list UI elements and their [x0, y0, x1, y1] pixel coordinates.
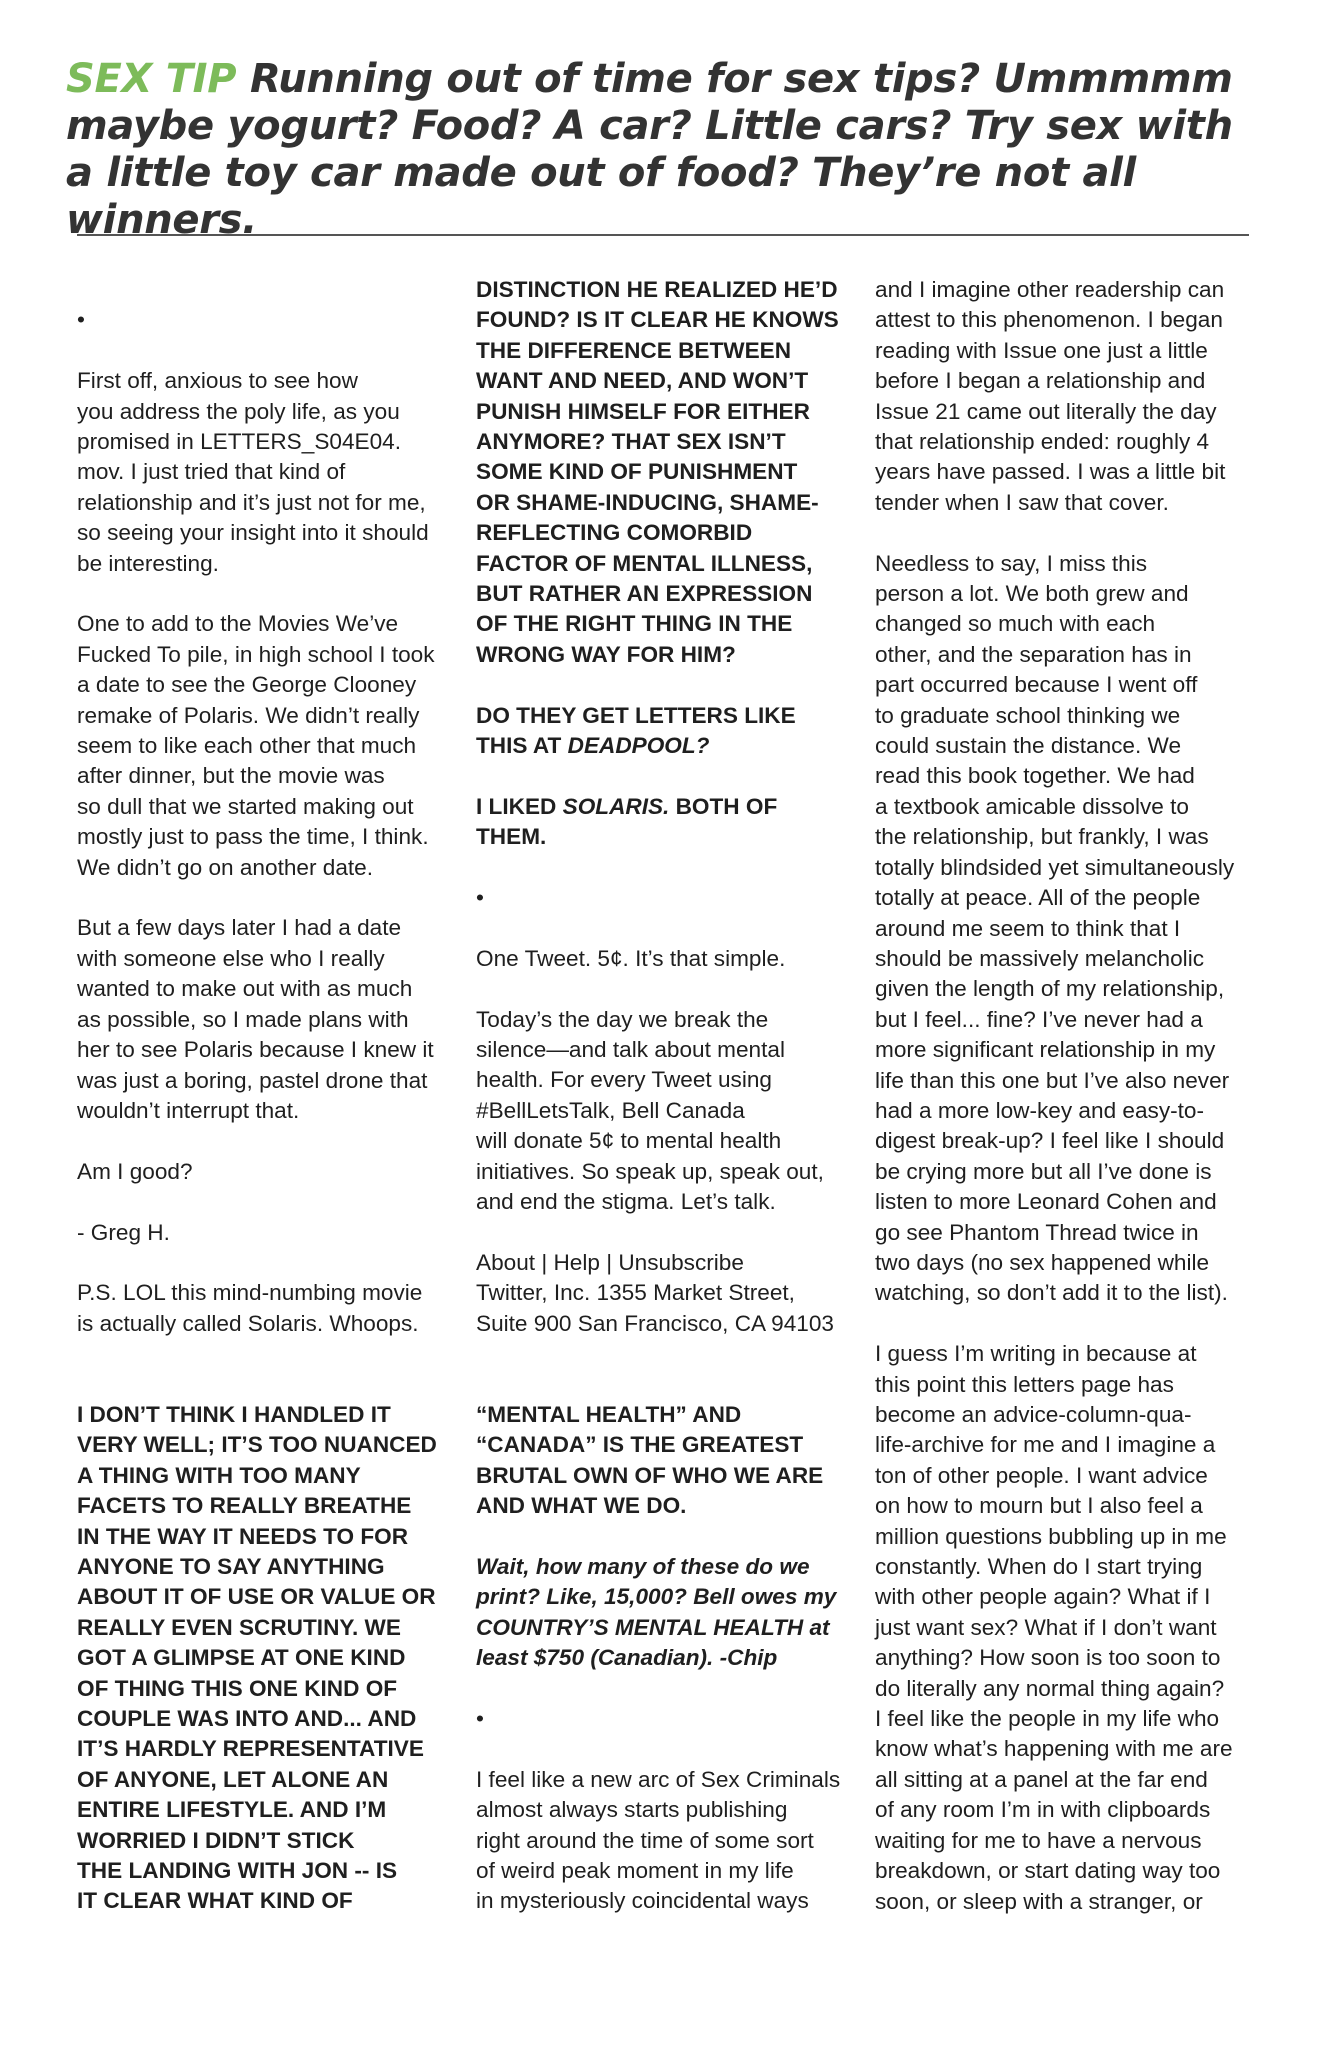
editor-reply-deadpool: DO THEY GET LETTERS LIKE THIS AT DEADPOOL? — [476, 702, 796, 759]
bullet-separator: • — [476, 1705, 484, 1731]
letter-paragraph: But a few days later I had a date with someone else who I really wanted to make out with as much as possible, so I made plans with her to see Polaris because I knew it was just a boring, pastel drone that wouldn’t interrupt that. — [77, 915, 434, 1123]
letter-paragraph: I guess I’m writing in because at this point this letters page has become an advice-column-qua- life-archive for me and I imagine a ton of other people. I want advice on how to mourn but I also feel a million questions bubbling up in me constantly. When do I start trying with other people again? What if I just want sex? What if I don’t want anything? How soon is too soon to do literally any normal thing again? I feel like the people in my life who know what’s happening with me are all sitting at a panel at the far end of any room I’m in with clipboards waiting for me to have a nervous breakdown, or start dating way too soon, or sleep with a stranger, or — [875, 1341, 1233, 1914]
bell-lets-talk-text: Today’s the day we break the silence—and talk about mental health. For every Tweet using #BellLetsTalk, Bell Canada will donate 5¢ to mental health initiatives. So speak up, speak out, and end the stigma. Let’s talk. — [476, 1006, 824, 1215]
letter-paragraph: Needless to say, I miss this person a lot. We both grew and changed so much with each other, and the separation has in part occurred because I went off to graduate school thinking we could sustain the distance. We read this book together. We had a textbook amicable dissolve to the relationship, but frankly, I was totally blindsided yet simultaneously totally at peace. All of the people around me seem to think that I should be massively melancholic given the length of my relationship, but I feel... fine? I’ve never had a more significant relationship in my life than this one but I’ve also never had a more low-key and easy-to- digest break-up? I feel like I should be crying more but all I’ve done is listen to more Leonard Cohen and go see Phantom Thread twice in two days (no sex happened while watching, so don’t add it to the list). — [875, 550, 1235, 1306]
chip-reply: Wait, how many of these do we print? Like, 15,000? Bell owes my COUNTRY’S MENTAL HEALTH at least $750 (Canadian). -Chip — [476, 1553, 837, 1671]
sex-tip-text: Running out of time for sex tips? Ummmmm maybe yogurt? Food? A car? Little cars? Try sex with a little toy car made out of food? They’re not all winners. — [66, 56, 1233, 243]
letter-signature: - Greg H. — [77, 1219, 170, 1245]
letter-paragraph: and I imagine other readership can attest to this phenomenon. I began reading with Issue one just a little before I began a relationship and Issue 21 came out literally the day that relationship ended: roughly 4 years have passed. I was a little bit tender when I saw that cover. — [875, 277, 1226, 515]
tweet-line: One Tweet. 5¢. It’s that simple. — [476, 945, 786, 971]
bullet-separator: • — [77, 307, 85, 333]
editor-reply: “MENTAL HEALTH” AND “CANADA” IS THE GREATEST BRUTAL OWN OF WHO WE ARE AND WHAT WE DO. — [476, 1401, 824, 1519]
editor-reply-continued: DISTINCTION HE REALIZED HE’D FOUND? IS IT CLEAR HE KNOWS THE DIFFERENCE BETWEEN WANT AND NEED, AND WON’T PUNISH HIMSELF FOR EITHER ANYMORE? THAT SEX ISN’T SOME KIND OF PUNISHMENT OR SHAME-INDUCING, SHAME- REFLECTING COMORBID FACTOR OF MENTAL ILLNESS, BUT RATHER AN EXPRESSION OF THE RIGHT THING IN THE WRONG WAY FOR HIM? — [476, 277, 839, 667]
solaris-title: SOLARIS. — [562, 793, 670, 819]
letter-postscript: P.S. LOL this mind-numbing movie is actually called Solaris. Whoops. — [77, 1280, 423, 1336]
deadpool-title: DEADPOOL? — [567, 733, 710, 759]
letter-paragraph: Am I good? — [77, 1158, 193, 1184]
letter-paragraph: One to add to the Movies We’ve Fucked To pile, in high school I took a date to see the George Clooney remake of Polaris. We didn’t really seem to like each other that much after dinner, but the movie was so dull that we started making out mostly just to pass the time, I think. We didn’t go on another date. — [77, 611, 435, 880]
column-3 — [875, 275, 1257, 1947]
column-1 — [77, 275, 459, 1947]
sex-tip-label: SEX TIP — [66, 56, 237, 102]
column-2 — [476, 275, 858, 1947]
twitter-footer-text: About | Help | Unsubscribe Twitter, Inc. 1355 Market Street, Suite 900 San Francisco, CA 94103 — [476, 1249, 834, 1336]
editor-reply: I DON’T THINK I HANDLED IT VERY WELL; IT’S TOO NUANCED A THING WITH TOO MANY FACETS TO REALLY BREATHE IN THE WAY IT NEEDS TO FOR ANYONE TO SAY ANYTHING ABOUT IT OF USE OR VALUE OR REALLY EVEN SCRUTINY. WE GOT A GLIMPSE AT ONE KIND OF THING THIS ONE KIND OF COUPLE WAS INTO AND... AND IT’S HARDLY REPRESENTATIVE OF ANYONE, LET ALONE AN ENTIRE LIFESTYLE. AND I’M WORRIED I DIDN’T STICK THE LANDING WITH JON -- IS IT CLEAR WHAT KIND OF — [77, 1401, 437, 1914]
letter-paragraph: First off, anxious to see how you address the poly life, as you promised in LETTERS_S04E04. mov. I just tried that kind of relationship and it’s just not for me, so seeing your insight into it should be interesting. — [77, 368, 429, 576]
bullet-separator: • — [476, 885, 484, 911]
editor-reply-solaris: I LIKED SOLARIS. BOTH OF THEM. — [476, 793, 778, 850]
header-divider — [77, 234, 1249, 236]
sex-tip-header — [66, 56, 1266, 244]
letter-paragraph: I feel like a new arc of Sex Criminals almost always starts publishing right around the time of some sort of weird peak moment in my life in mysteriously coincidental ways — [476, 1766, 841, 1914]
